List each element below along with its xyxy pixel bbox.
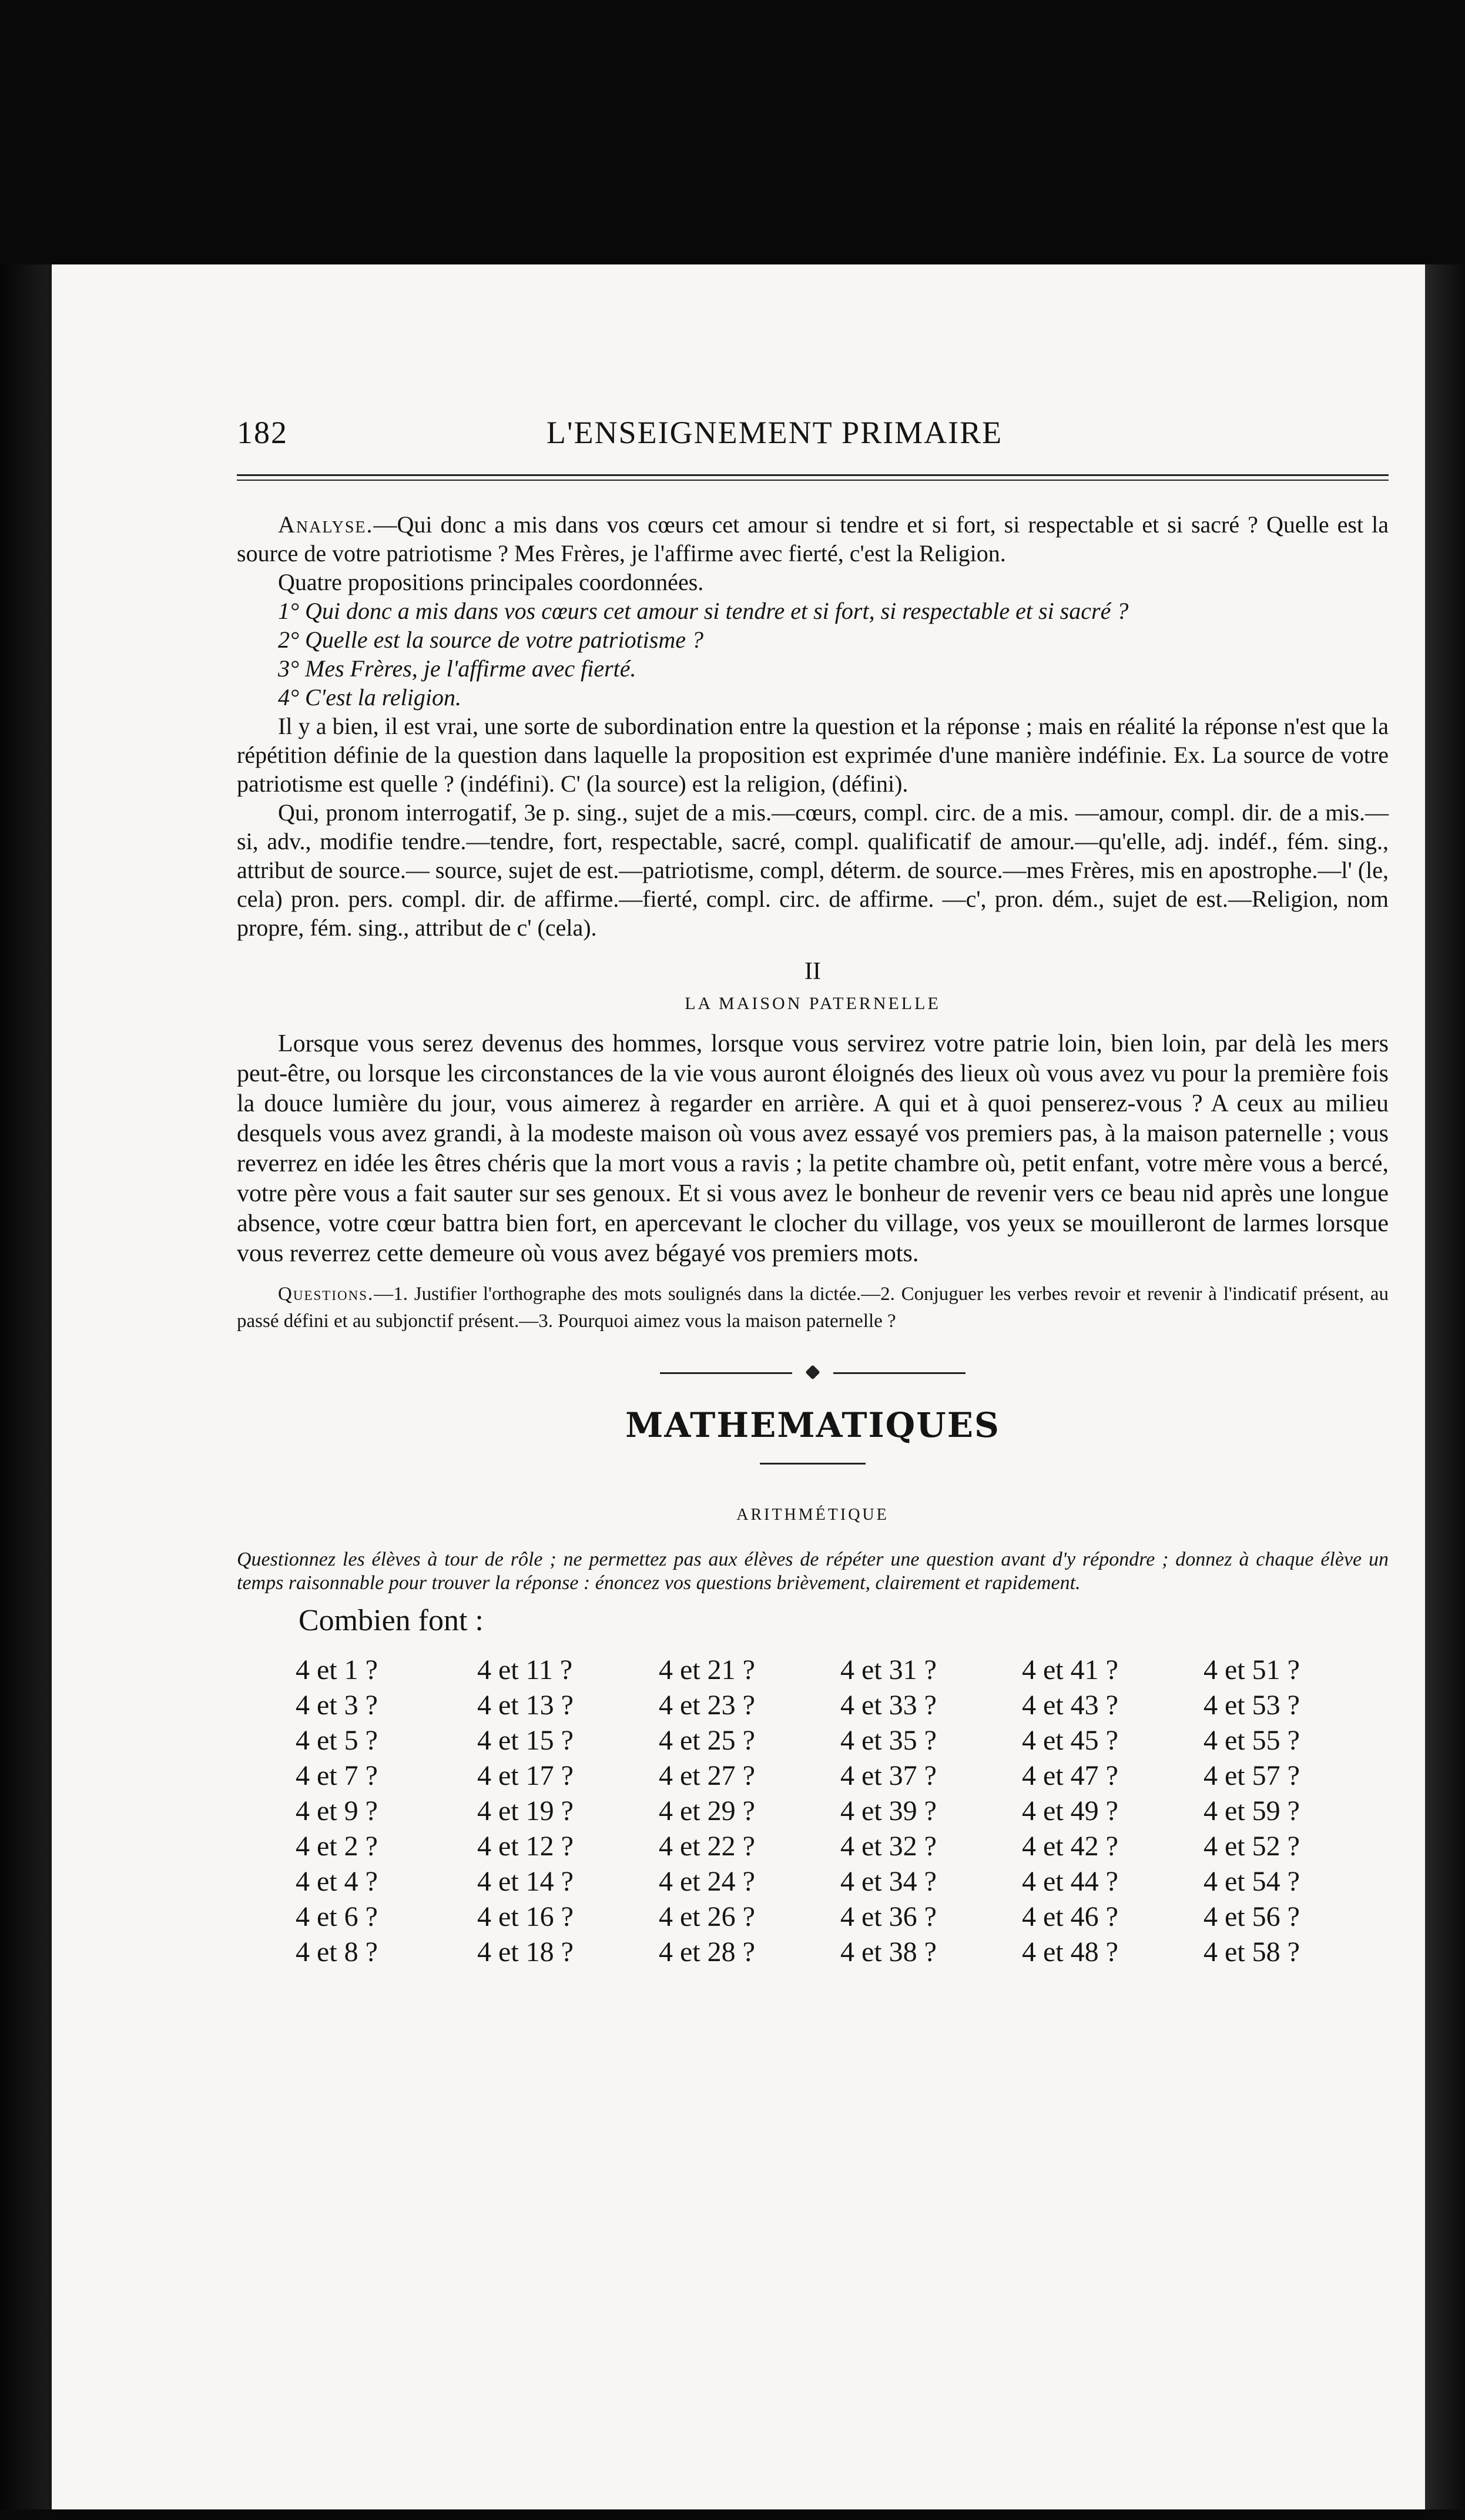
analysis-label: Analyse. xyxy=(278,511,374,538)
exercise-item: 4 et 33 ? xyxy=(840,1690,937,1721)
exercise-item: 4 et 56 ? xyxy=(1203,1901,1300,1932)
exercise-item: 4 et 22 ? xyxy=(659,1831,755,1862)
exercise-item: 4 et 11 ? xyxy=(477,1654,573,1685)
exercise-item: 4 et 28 ? xyxy=(659,1936,755,1968)
exercise-item: 4 et 57 ? xyxy=(1203,1760,1300,1791)
page-header xyxy=(237,414,1389,451)
exercise-item: 4 et 43 ? xyxy=(1022,1690,1118,1721)
running-title: L'ENSEIGNEMENT PRIMAIRE xyxy=(546,415,1003,450)
section-numeral: II xyxy=(804,958,821,985)
exercise-grid xyxy=(296,1654,1389,1968)
exercise-item: 4 et 35 ? xyxy=(840,1725,937,1756)
ornamental-divider xyxy=(660,1364,966,1382)
exercise-item: 4 et 54 ? xyxy=(1203,1866,1300,1897)
exercise-item: 4 et 12 ? xyxy=(477,1831,574,1862)
exercise-item: 4 et 14 ? xyxy=(477,1866,574,1897)
exercise-item: 4 et 37 ? xyxy=(840,1760,937,1791)
exercise-item: 4 et 8 ? xyxy=(296,1936,378,1968)
exercise-item: 4 et 27 ? xyxy=(659,1760,755,1791)
proposition-2: 2° Quelle est la source de votre patriotisme ? xyxy=(278,626,704,653)
exercise-item: 4 et 2 ? xyxy=(296,1831,378,1862)
exercise-item: 4 et 25 ? xyxy=(659,1725,755,1756)
questions-block xyxy=(237,1281,1389,1335)
exercise-item: 4 et 21 ? xyxy=(659,1654,755,1685)
analysis-intro xyxy=(237,510,1389,568)
page-number: 182 xyxy=(237,415,288,450)
exercise-item: 4 et 9 ? xyxy=(296,1795,378,1827)
math-title-rule xyxy=(760,1463,866,1465)
exercise-item: 4 et 31 ? xyxy=(840,1654,937,1685)
exercise-item: 4 et 5 ? xyxy=(296,1725,378,1756)
exercise-item: 4 et 24 ? xyxy=(659,1866,755,1897)
questions-label: Questions. xyxy=(278,1284,374,1305)
exercise-item: 4 et 42 ? xyxy=(1022,1831,1118,1862)
scan-left-edge xyxy=(0,264,52,2509)
exercise-item: 4 et 55 ? xyxy=(1203,1725,1300,1756)
dictation-text: Lorsque vous serez devenus des hommes, lorsque vous servirez votre patrie loin, bien loin, par delà les mers peut-être, ou lorsque les circonstances de la vie vous auront éloignés des lieux où vous avez vu pour la première fois la douce lumière du jour, vous aimerez à regarder en arrière. A qui et à quoi penserez-vous ? A ceux au milieu desquels vous avez grandi, à la modeste maison où vous avez essayé vos premiers pas, à la maison paternelle ; vous reverrez en idée les êtres chéris que la mort vous a ravis ; la petite chambre où, petit enfant, votre mère vous a bercé, votre père vous a fait sauter sur ses genoux. Et si vous avez le bonheur de revenir vers ce beau nid après une longue absence, votre cœur battra bien fort, en apercevant le clocher du village, vos yeux se mouilleront de larmes lorsque vous reverrez cette demeure où vous avez bégayé vos premiers mots. xyxy=(237,1030,1389,1267)
analysis-summary: Quatre propositions principales coordonnées. xyxy=(278,569,704,595)
exercise-item: 4 et 52 ? xyxy=(1203,1831,1300,1862)
exercise-item: 4 et 49 ? xyxy=(1022,1795,1118,1827)
math-prompt: Combien font : xyxy=(299,1604,484,1637)
questions-text: —1. Justifier l'orthographe des mots soulignés dans la dictée.—2. Conjuguer les verbes revoir et revenir à l'indicatif présent, au passé défini et au subjonctif présent.—3. Pourquoi aimez vous la maison paternelle ? xyxy=(237,1284,1389,1332)
exercise-item: 4 et 7 ? xyxy=(296,1760,378,1791)
exercise-item: 4 et 41 ? xyxy=(1022,1654,1118,1685)
exercise-item: 4 et 29 ? xyxy=(659,1795,755,1827)
proposition-1: 1° Qui donc a mis dans vos cœurs cet amour si tendre et si fort, si respectable et si sacré ? xyxy=(278,598,1129,624)
exercise-item: 4 et 15 ? xyxy=(477,1725,574,1756)
scan-right-edge xyxy=(1425,264,1465,2509)
section-title: LA MAISON PATERNELLE xyxy=(685,994,941,1013)
proposition-3: 3° Mes Frères, je l'affirme avec fierté. xyxy=(278,655,636,682)
exercise-item: 4 et 48 ? xyxy=(1022,1936,1118,1968)
exercise-item: 4 et 51 ? xyxy=(1203,1654,1300,1685)
exercise-item: 4 et 26 ? xyxy=(659,1901,755,1932)
math-title: MATHEMATIQUES xyxy=(625,1405,1000,1445)
exercise-item: 4 et 17 ? xyxy=(477,1760,574,1791)
exercise-item: 4 et 32 ? xyxy=(840,1831,937,1862)
exercise-item: 4 et 47 ? xyxy=(1022,1760,1118,1791)
exercise-item: 4 et 34 ? xyxy=(840,1866,937,1897)
exercise-item: 4 et 44 ? xyxy=(1022,1866,1118,1897)
exercise-item: 4 et 19 ? xyxy=(477,1795,574,1827)
exercise-item: 4 et 46 ? xyxy=(1022,1901,1118,1932)
exercise-item: 4 et 4 ? xyxy=(296,1866,378,1897)
exercise-item: 4 et 58 ? xyxy=(1203,1936,1300,1968)
analysis-intro-text: —Qui donc a mis dans vos cœurs cet amour si tendre et si fort, si respectable et si sacré ? Quelle est la source de votre patriotisme ? Mes Frères, je l'affirme avec fierté, c'est la Religion. xyxy=(237,511,1389,567)
page-content xyxy=(237,414,1389,1968)
proposition-4: 4° C'est la religion. xyxy=(278,684,461,711)
exercise-item: 4 et 38 ? xyxy=(840,1936,937,1968)
exercise-item: 4 et 13 ? xyxy=(477,1690,574,1721)
analysis-explanation: Il y a bien, il est vrai, une sorte de subordination entre la question et la réponse ; mais en réalité la réponse n'est que la répétition définie de la question dans laquelle la proposition est exprimée d'une manière indéfinie. Ex. La source de votre patriotisme est quelle ? (indéfini). C' (la source) est la religion, (défini). xyxy=(237,713,1389,797)
exercise-item: 4 et 6 ? xyxy=(296,1901,378,1932)
exercise-item: 4 et 23 ? xyxy=(659,1690,755,1721)
word-analysis: Qui, pronom interrogatif, 3e p. sing., sujet de a mis.—cœurs, compl. circ. de a mis. —amour, compl. dir. de a mis.—si, adv., modifie tendre.—tendre, fort, respectable, sacré, compl. qualificatif de amour.—qu'elle, adj. indéf., fém. sing., attribut de source.— source, sujet de est.—patriotisme, compl, déterm. de source.—mes Frères, mis en apostrophe.—l' (le, cela) pron. pers. compl. dir. de affirme.—fierté, compl. circ. de affirme. —c', pron. dém., sujet de est.—Religion, nom propre, fém. sing., attribut de c' (cela). xyxy=(237,799,1389,941)
header-rule xyxy=(237,474,1389,481)
dictation-section xyxy=(237,1029,1389,1269)
exercise-item: 4 et 39 ? xyxy=(840,1795,937,1827)
exercise-item: 4 et 59 ? xyxy=(1203,1795,1300,1827)
exercise-item: 4 et 16 ? xyxy=(477,1901,574,1932)
exercise-item: 4 et 53 ? xyxy=(1203,1690,1300,1721)
analysis-section xyxy=(237,510,1389,942)
exercise-item: 4 et 3 ? xyxy=(296,1690,378,1721)
exercise-item: 4 et 18 ? xyxy=(477,1936,574,1968)
exercise-item: 4 et 1 ? xyxy=(296,1654,378,1685)
exercise-item: 4 et 45 ? xyxy=(1022,1725,1118,1756)
exercise-item: 4 et 36 ? xyxy=(840,1901,937,1932)
math-instructions: Questionnez les élèves à tour de rôle ; ne permettez pas aux élèves de répéter une question avant d'y répondre ; donnez à chaque élève un temps raisonnable pour trouver la réponse : énoncez vos questions brièvement, clairement et rapidement. xyxy=(237,1549,1389,1594)
math-subtitle: ARITHMÉTIQUE xyxy=(736,1506,889,1524)
book-page xyxy=(52,264,1427,2509)
